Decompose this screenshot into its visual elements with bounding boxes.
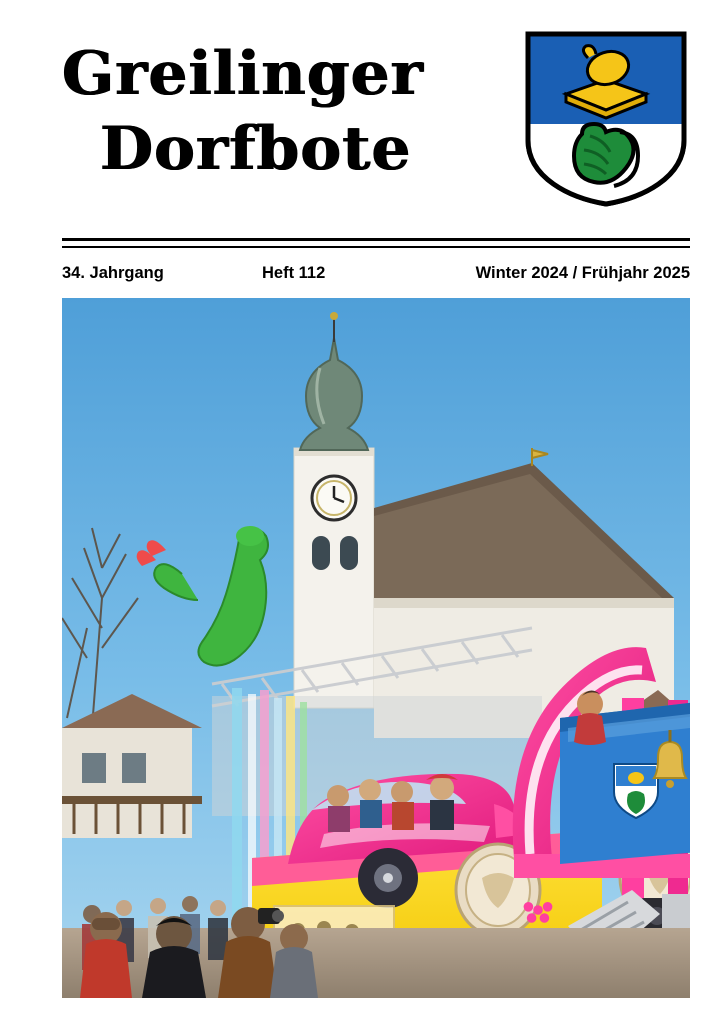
- title-text-greilinger: Greilinger: [62, 39, 424, 109]
- hop-cone-charge: [574, 124, 638, 186]
- cover-photo: [62, 298, 690, 998]
- issue-number: Heft 112: [262, 264, 326, 282]
- issue-volume: 34. Jahrgang: [62, 264, 164, 282]
- title-line-two: [100, 114, 482, 184]
- title-line-one: [62, 39, 482, 109]
- masthead: [0, 0, 722, 232]
- issue-line: [62, 264, 690, 283]
- issue-season: Winter 2024 / Frühjahr 2025: [475, 264, 690, 282]
- coat-of-arms: [522, 28, 690, 210]
- title-text-dorfbote: Dorfbote: [100, 114, 412, 184]
- rule-thin-bottom: [62, 246, 690, 248]
- person-on-float-top: [574, 690, 606, 745]
- publication-title: [62, 39, 482, 184]
- rule-thick-top: [62, 238, 690, 241]
- header-rules: [62, 238, 690, 248]
